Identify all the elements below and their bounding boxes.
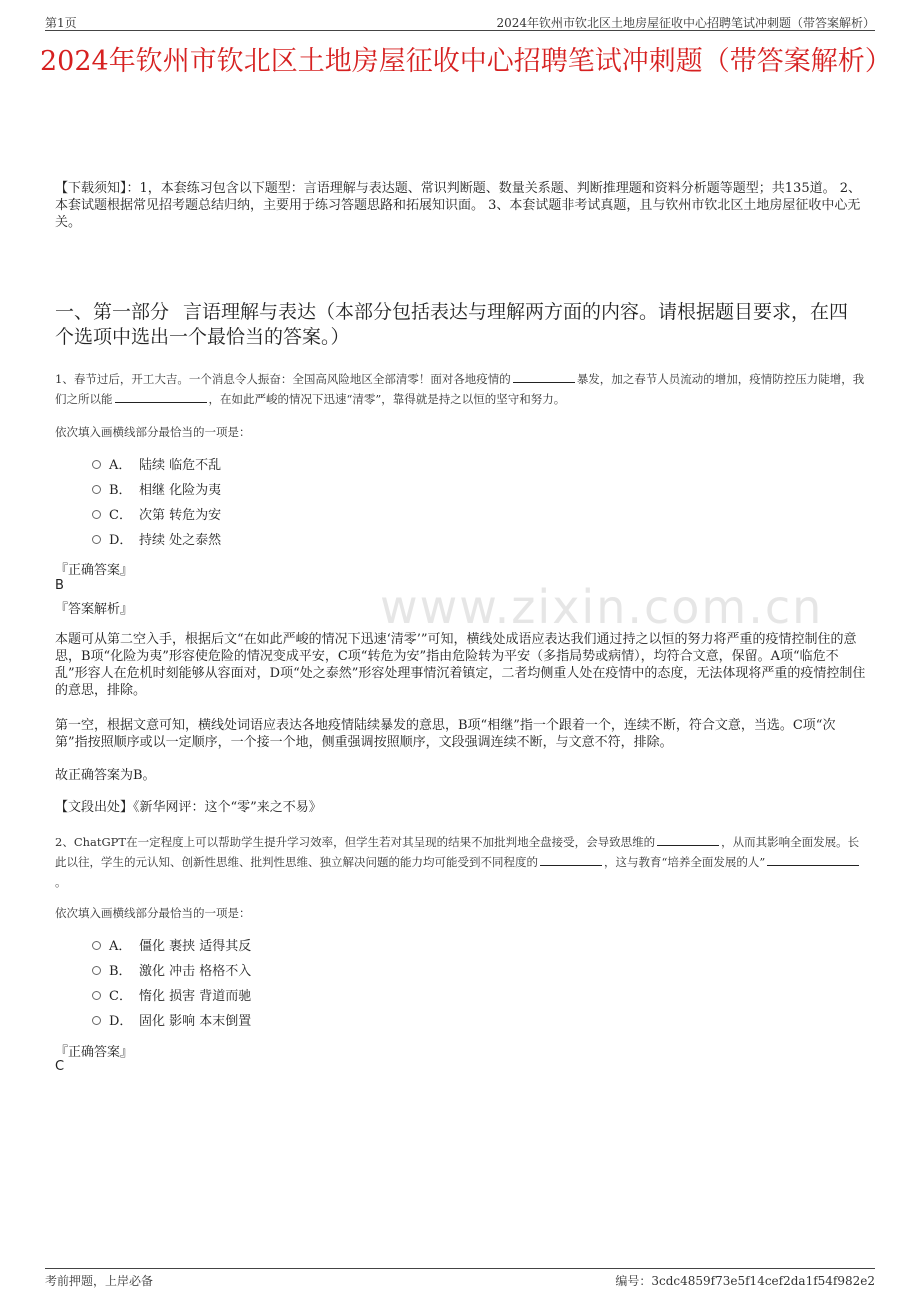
- radio-icon[interactable]: [92, 991, 101, 1000]
- radio-icon[interactable]: [92, 510, 101, 519]
- q2-text-part: ，这与教育“培养全面发展的人”: [604, 855, 766, 869]
- option-text: 固化 影响 本末倒置: [139, 1014, 252, 1029]
- q1-option-b[interactable]: [92, 482, 221, 500]
- fill-blank: [513, 370, 575, 383]
- radio-icon[interactable]: [92, 485, 101, 494]
- fill-blank: [540, 853, 602, 866]
- fill-blank: [657, 833, 719, 846]
- option-letter: A．: [109, 939, 132, 954]
- page-number: 第1页: [45, 16, 77, 30]
- radio-icon[interactable]: [92, 535, 101, 544]
- q2-option-a[interactable]: [92, 938, 251, 956]
- question-2-text: [55, 832, 868, 892]
- option-text: 僵化 裹挟 适得其反: [139, 939, 252, 954]
- question-1-text: [55, 369, 868, 409]
- q2-answer: C: [55, 1059, 65, 1074]
- q2-answer-label: 『正确答案』: [55, 1045, 134, 1060]
- radio-icon[interactable]: [92, 941, 101, 950]
- option-text: 激化 冲击 格格不入: [139, 964, 252, 979]
- q2-text-part: 。: [55, 875, 67, 889]
- page-header: [45, 12, 875, 31]
- q2-prompt: 依次填入画横线部分最恰当的一项是：: [55, 906, 251, 920]
- option-letter: A．: [109, 458, 132, 473]
- q1-answer: B: [55, 578, 64, 593]
- radio-icon[interactable]: [92, 1016, 101, 1025]
- option-text: 陆续 临危不乱: [139, 458, 222, 473]
- option-text: 相继 化险为夷: [139, 483, 222, 498]
- q1-text-part: 1、春节过后，开工大吉。一个消息令人振奋：全国高风险地区全部清零！面对各地疫情的: [55, 372, 511, 386]
- option-text: 持续 处之泰然: [139, 533, 222, 548]
- q1-option-c[interactable]: [92, 507, 221, 525]
- document-title: 2024年钦州市钦北区土地房屋征收中心招聘笔试冲刺题（带答案解析）: [40, 46, 892, 77]
- option-letter: B．: [109, 483, 132, 498]
- q1-conclusion: 故正确答案为B。: [55, 768, 156, 783]
- q2-text-part: 2、ChatGPT在一定程度上可以帮助学生提升学习效率，但学生若对其呈现的结果不加批判地全盘接受，会导致思维的: [55, 835, 656, 849]
- q2-option-b[interactable]: [92, 963, 251, 981]
- section-number: 一、第一部分: [55, 301, 170, 323]
- q1-analysis-paragraph-1: 本题可从第二空入手，根据后文“在如此严峻的情况下迅速‘清零’”可知，横线处成语应表达我们通过持之以恒的努力将严重的疫情控制住的意思，B项“化险为夷”形容使危险的情况变成平安，C项“转危为安”指由危险转为平安（多指局势或病情），均符合文意，保留。A项“临危不乱”形容人在危机时刻能够从容面对，D项“处之泰然”形容处理事情沉着镇定，二者均侧重人处在疫情中的态度，无法体现将严重的疫情控制住的意思，排除。: [55, 632, 866, 698]
- q1-prompt: 依次填入画横线部分最恰当的一项是：: [55, 425, 251, 439]
- q1-source: 【文段出处】《新华网评：这个“零”来之不易》: [55, 800, 322, 815]
- option-letter: C．: [109, 989, 132, 1004]
- section-name: 言语理解与表达（本部分包括表达与理解两方面的内容。请根据题目要求，在四个选项中选出一个最恰当的答案。）: [55, 301, 849, 348]
- q1-analysis-label: 『答案解析』: [55, 602, 134, 617]
- q2-option-c[interactable]: [92, 988, 251, 1006]
- radio-icon[interactable]: [92, 460, 101, 469]
- q1-option-d[interactable]: [92, 532, 221, 550]
- option-letter: B．: [109, 964, 132, 979]
- fill-blank: [115, 390, 207, 403]
- q1-option-a[interactable]: [92, 457, 221, 475]
- footer-doc-id: 编号：3cdc4859f73e5f14cef2da1f54f982e2: [615, 1274, 875, 1288]
- download-notice: 【下载须知】：1，本套练习包含以下题型：言语理解与表达题、常识判断题、数量关系题、判断推理题和资料分析题等题型；共135道。 2、本套试题根据常见招考题总结归纳，主要用于练习答题思路和拓展知识面。 3、本套试题非考试真题，且与钦州市钦北区土地房屋征收中心无关。: [55, 181, 861, 230]
- q1-analysis-paragraph-2: 第一空，根据文意可知，横线处词语应表达各地疫情陆续暴发的意思，B项“相继”指一个跟着一个，连续不断，符合文意，当选。C项“次第”指按照顺序或以一定顺序，一个接一个地，侧重强调按照顺序，文段强调连续不断，与文意不符，排除。: [55, 718, 836, 750]
- page-footer: [45, 1268, 875, 1287]
- q2-option-d[interactable]: [92, 1013, 251, 1031]
- radio-icon[interactable]: [92, 966, 101, 975]
- option-text: 惰化 损害 背道而驰: [139, 989, 252, 1004]
- option-letter: C．: [109, 508, 132, 523]
- fill-blank: [767, 853, 859, 866]
- section-heading: [55, 300, 865, 350]
- footer-slogan: 考前押题，上岸必备: [45, 1274, 154, 1288]
- option-letter: D．: [109, 1014, 133, 1029]
- q1-text-part: 暴发，加之春节人员流动的增加，疫情防控压力陡增，我们之所以能: [55, 372, 865, 406]
- watermark: www.zixin.com.cn: [380, 580, 824, 634]
- header-doc-title: 2024年钦州市钦北区土地房屋征收中心招聘笔试冲刺题（带答案解析）: [496, 16, 875, 30]
- q1-text-part: ，在如此严峻的情况下迅速“清零”，靠得就是持之以恒的坚守和努力。: [208, 392, 566, 406]
- q1-answer-label: 『正确答案』: [55, 563, 134, 578]
- option-letter: D．: [109, 533, 133, 548]
- q2-text-part: ，从而其影响全面发展。长此以往，学生的元认知、创新性思维、批判性思维、独立解决问题的能力均可能受到不同程度的: [55, 835, 860, 869]
- option-text: 次第 转危为安: [139, 508, 222, 523]
